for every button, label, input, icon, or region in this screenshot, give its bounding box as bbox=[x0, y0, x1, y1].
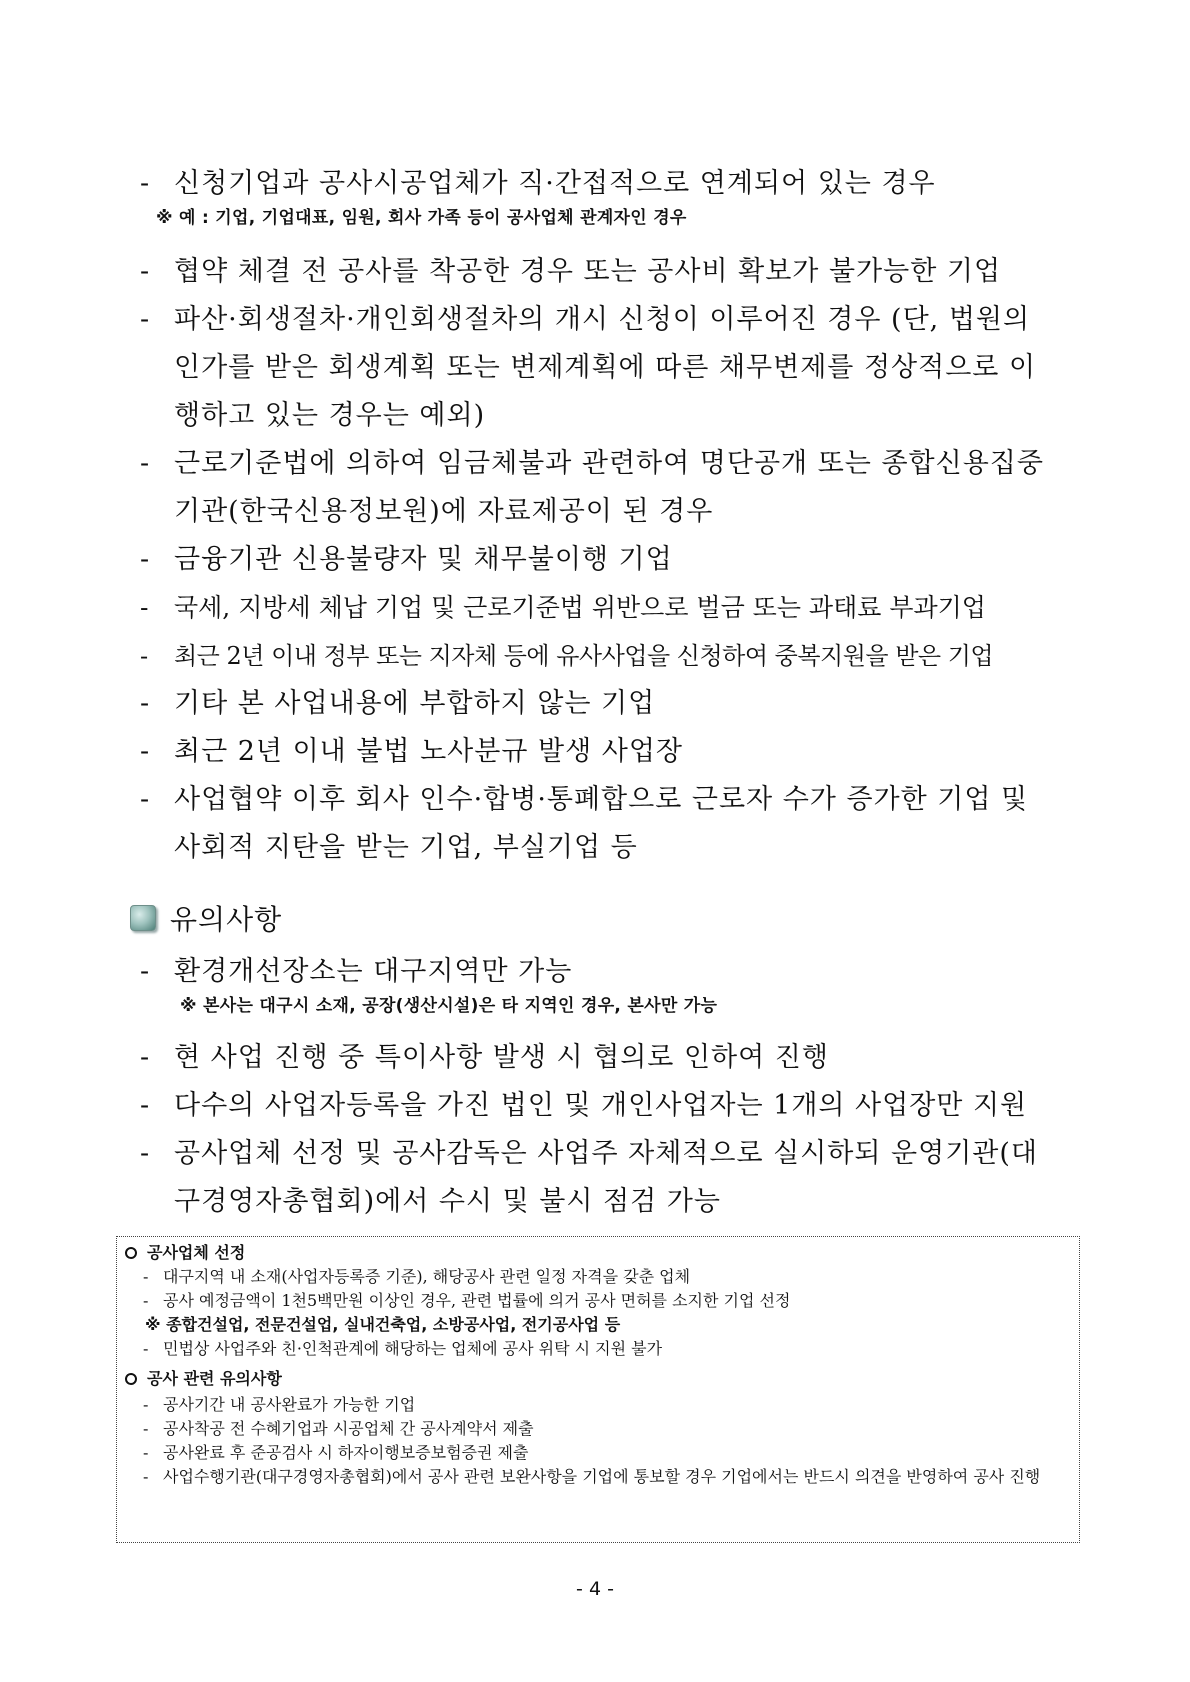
list-item: - 환경개선장소는 대구지역만 가능 bbox=[140, 956, 573, 987]
list-item: - 신청기업과 공사시공업체가 직·간접적으로 연계되어 있는 경우 bbox=[140, 168, 936, 199]
box-list-item: - 공사기간 내 공사완료가 가능한 기업 bbox=[143, 1395, 416, 1414]
box-heading: 공사업체 선정 bbox=[125, 1241, 245, 1265]
list-item: - 다수의 사업자등록을 가진 법인 및 개인사업자는 1개의 사업장만 지원 bbox=[140, 1090, 1028, 1121]
example-note: ※ 예 : 기업, 기업대표, 임원, 회사 가족 등이 공사업체 관계자인 경우 bbox=[156, 208, 687, 228]
list-item: - 최근 2년 이내 정부 또는 지자체 등에 유사사업을 신청하여 중복지원을 받은 기업 bbox=[140, 642, 994, 670]
list-item: - 최근 2년 이내 불법 노사분규 발생 사업장 bbox=[140, 736, 683, 767]
square-bullet-icon bbox=[130, 905, 156, 931]
section-title: 유의사항 bbox=[170, 903, 283, 936]
list-item: - 기타 본 사업내용에 부합하지 않는 기업 bbox=[140, 688, 656, 719]
box-heading: 공사 관련 유의사항 bbox=[125, 1367, 282, 1391]
list-item: - 근로기준법에 의하여 임금체불과 관련하여 명단공개 또는 종합신용집중기관(한국신용정보원)에 자료제공이 된 경우 bbox=[140, 448, 1044, 527]
list-item: - 국세, 지방세 체납 기업 및 근로기준법 위반으로 벌금 또는 과태료 부과기업 bbox=[140, 593, 986, 622]
circle-bullet-icon bbox=[125, 1373, 137, 1385]
info-box bbox=[116, 1236, 1080, 1543]
section-heading bbox=[130, 898, 282, 938]
box-list-item: - 사업수행기관(대구경영자총협회)에서 공사 관련 보완사항을 기업에 통보할 경우 기업에서는 반드시 의견을 반영하여 공사 진행 bbox=[143, 1467, 1041, 1486]
list-item: - 현 사업 진행 중 특이사항 발생 시 협의로 인하여 진행 bbox=[140, 1042, 829, 1073]
list-item: - 공사업체 선정 및 공사감독은 사업주 자체적으로 실시하되 운영기관(대구경영자총협회)에서 수시 및 불시 점검 가능 bbox=[140, 1138, 1038, 1217]
page-number: - 4 - bbox=[576, 1578, 614, 1600]
box-list-item: - 대구지역 내 소재(사업자등록증 기준), 해당공사 관련 일정 자격을 갖춘 업체 bbox=[143, 1267, 691, 1286]
example-note: ※ 본사는 대구시 소재, 공장(생산시설)은 타 지역인 경우, 본사만 가능 bbox=[180, 996, 718, 1016]
list-item: - 협약 체결 전 공사를 착공한 경우 또는 공사비 확보가 불가능한 기업 bbox=[140, 256, 1002, 287]
box-list-item: - 민법상 사업주와 친·인척관계에 해당하는 업체에 공사 위탁 시 지원 불가 bbox=[143, 1339, 663, 1358]
box-list-item: - 공사착공 전 수혜기업과 시공업체 간 공사계약서 제출 bbox=[143, 1419, 534, 1438]
box-list-item: - 공사 예정금액이 1천5백만원 이상인 경우, 관련 법률에 의거 공사 면허를 소지한 기업 선정 bbox=[143, 1291, 791, 1310]
circle-bullet-icon bbox=[125, 1247, 137, 1259]
list-item: - 파산·회생절차·개인회생절차의 개시 신청이 이루어진 경우 (단, 법원의 인가를 받은 회생계획 또는 변제계획에 따른 채무변제를 정상적으로 이행하고 있는 경우는 예외) bbox=[140, 304, 1037, 431]
list-item: - 사업협약 이후 회사 인수·합병·통폐합으로 근로자 수가 증가한 기업 및 사회적 지탄을 받는 기업, 부실기업 등 bbox=[140, 784, 1029, 863]
list-item: - 금융기관 신용불량자 및 채무불이행 기업 bbox=[140, 544, 673, 575]
box-bold-note: ※ 종합건설업, 전문건설업, 실내건축업, 소방공사업, 전기공사업 등 bbox=[145, 1315, 621, 1334]
box-list-item: - 공사완료 후 준공검사 시 하자이행보증보험증권 제출 bbox=[143, 1443, 529, 1462]
